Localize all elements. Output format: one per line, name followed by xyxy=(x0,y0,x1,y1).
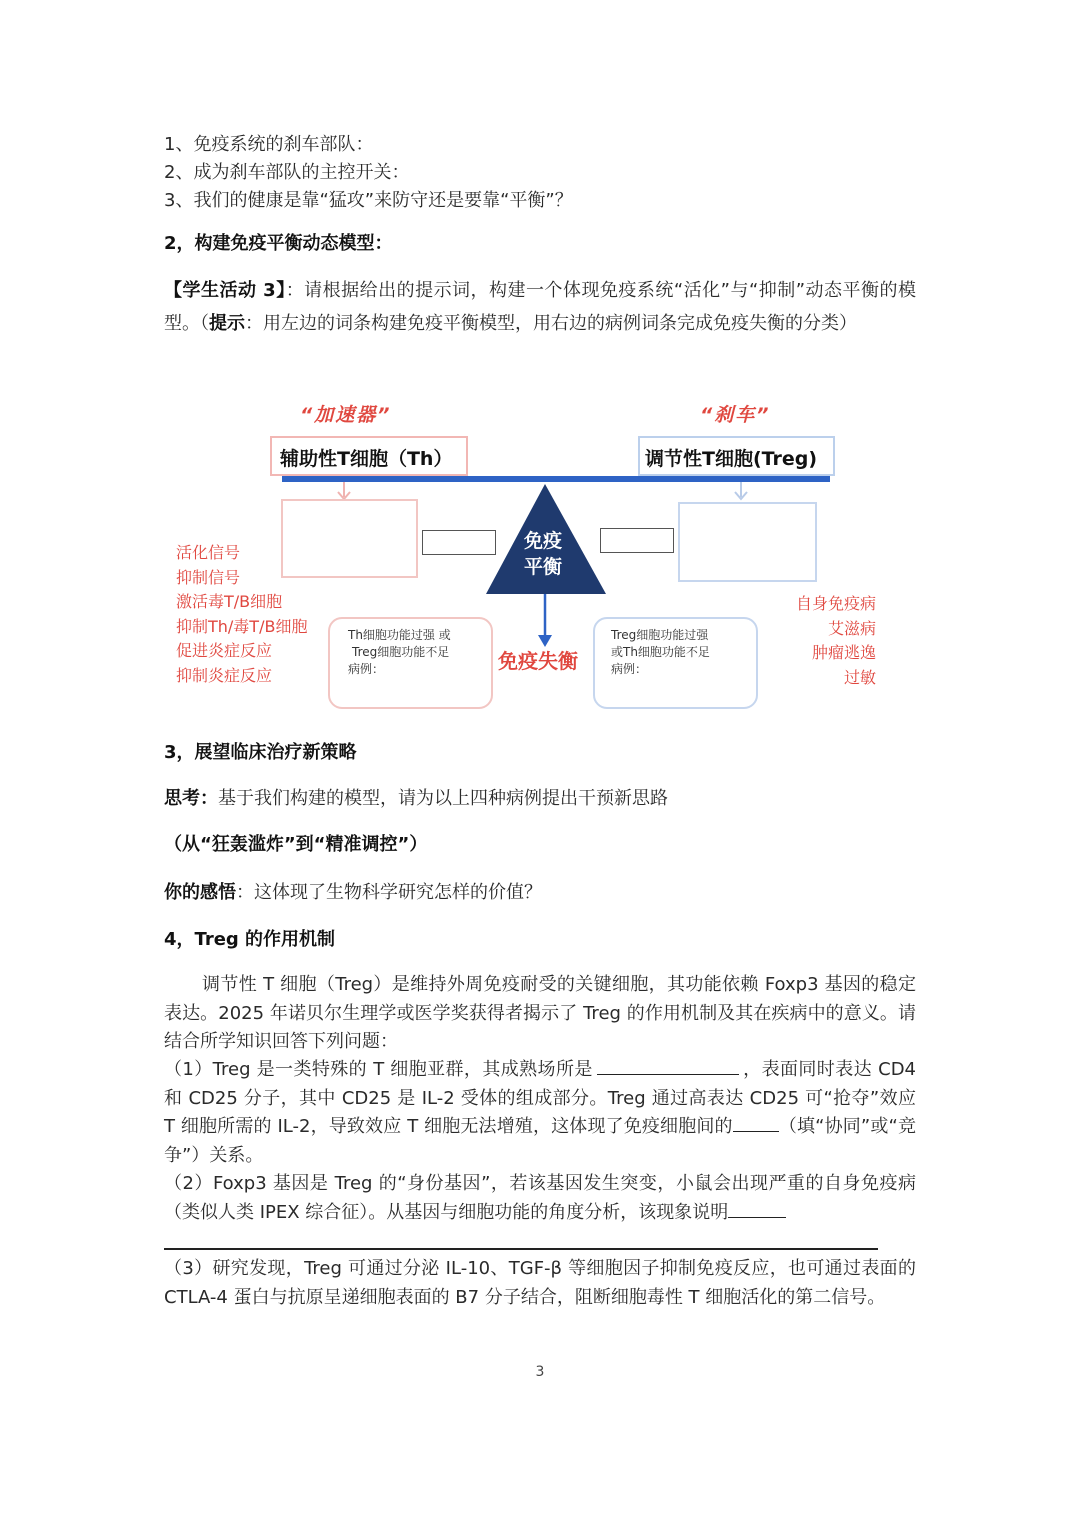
question-3: （3）研究发现，Treg 可通过分泌 IL-10、TGF-β 等细胞因子抑制免疫反应，也可通过表面的 CTLA-4 蛋白与抗原呈递细胞表面的 B7 分子结合，阻断细胞毒性 T 细胞活化的第二信号。 xyxy=(164,1258,916,1308)
q1-blank-2[interactable] xyxy=(733,1113,779,1132)
fulcrum-label-line2: 平衡 xyxy=(524,556,563,578)
left-connector-box[interactable] xyxy=(422,530,496,555)
left-term[interactable]: 抑制信号 xyxy=(176,567,241,587)
intro-item-3: 3、我们的健康是靠“猛攻”来防守还是要靠“平衡”？ xyxy=(164,190,573,211)
question-1 xyxy=(164,1056,916,1170)
section3-subtitle: （从“狂轰滥炸”到“精准调控”） xyxy=(164,834,428,855)
right-term[interactable]: 过敏 xyxy=(843,667,876,687)
fulcrum-label xyxy=(524,528,562,580)
left-case-line: Treg细胞功能不足 xyxy=(352,645,450,659)
immune-balance-diagram xyxy=(160,395,920,720)
right-connector-box[interactable] xyxy=(600,528,674,553)
treg-cell-box: 调节性T细胞(Treg) xyxy=(638,436,835,476)
q2-blank-line[interactable] xyxy=(164,1248,878,1250)
q1-blank-1[interactable] xyxy=(597,1056,739,1075)
left-term[interactable]: 抑制Th/毒T/B细胞 xyxy=(176,616,308,636)
hint-label: 提示 xyxy=(209,312,245,334)
accelerator-label: “加速器” xyxy=(300,404,392,426)
think-label: 思考： xyxy=(164,788,218,809)
q1-text-c: （填“协同”或“竞争”）关系。 xyxy=(164,1116,917,1166)
activity-paragraph xyxy=(164,275,916,340)
reflect-label: 你的感悟 xyxy=(164,882,236,903)
intro-item-2: 2、成为刹车部队的主控开关： xyxy=(164,162,410,183)
left-term[interactable]: 抑制炎症反应 xyxy=(176,665,273,685)
right-case-box[interactable] xyxy=(593,617,758,709)
right-term-list xyxy=(796,592,876,690)
right-case-line: 或Th细胞功能不足 xyxy=(611,645,710,659)
right-answer-box[interactable] xyxy=(678,502,817,582)
left-case-label: 病例： xyxy=(348,662,385,676)
right-term[interactable]: 肿瘤逃逸 xyxy=(811,643,876,662)
reflect-line xyxy=(164,879,542,907)
page-number: 3 xyxy=(535,1364,545,1380)
right-case-line: Treg细胞功能过强 xyxy=(611,628,709,642)
intro-item-1: 1、免疫系统的刹车部队： xyxy=(164,134,374,155)
question-2 xyxy=(164,1170,916,1227)
think-text: 基于我们构建的模型，请为以上四种病例提出干预新思路 xyxy=(218,788,668,809)
hint-text: ：用左边的词条构建免疫平衡模型，用右边的病例词条完成免疫失衡的分类） xyxy=(245,312,857,334)
left-term[interactable]: 激活毒T/B细胞 xyxy=(176,592,283,611)
th-cell-box: 辅助性T细胞（Th） xyxy=(270,436,468,476)
section4-heading: 4，Treg 的作用机制 xyxy=(164,929,336,950)
brake-label: “刹车” xyxy=(700,404,771,426)
balance-beam xyxy=(282,476,830,482)
right-term[interactable]: 艾滋病 xyxy=(827,618,876,638)
left-term[interactable]: 促进炎症反应 xyxy=(176,641,273,660)
section3-heading: 3，展望临床治疗新策略 xyxy=(164,742,357,763)
q1-text-b: ，表面同时表达 CD4 和 CD25 分子，其中 CD25 是 IL-2 受体的组成部分。Treg 通过高表达 CD25 可“抢夺”效应 T 细胞所需的 IL-2，导致效应 T 细胞无法增殖，这体现了免疫细胞间的 xyxy=(164,1059,917,1137)
left-case-line: Th细胞功能过强 或 xyxy=(348,628,451,642)
q2-blank-1[interactable] xyxy=(728,1199,786,1218)
section2-heading: 2，构建免疫平衡动态模型： xyxy=(164,233,393,254)
imbalance-label: 免疫失衡 xyxy=(498,649,578,673)
right-term[interactable]: 自身免疫病 xyxy=(795,594,876,613)
section4-intro: 调节性 T 细胞（Treg）是维持外周免疫耐受的关键细胞，其功能依赖 Foxp3 基因的稳定表达。2025 年诺贝尔生理学或医学奖获得者揭示了 Treg 的作用机制及其在疾病中的意义。请结合所学知识回答下列问题： xyxy=(164,974,916,1052)
q2-text: （2）Foxp3 基因是 Treg 的“身份基因”，若该基因发生突变，小鼠会出现严重的自身免疫病（类似人类 IPEX 综合征）。从基因与细胞功能的角度分析，该现象说明 xyxy=(164,1173,916,1223)
left-case-box[interactable] xyxy=(328,617,493,709)
reflect-text: ：这体现了生物科学研究怎样的价值？ xyxy=(236,882,542,903)
activity-text: ：请根据给出的提示词，构建一个体现免疫系统“活化”与“抑制”动态平衡的模型。（ xyxy=(164,280,916,334)
right-case-label: 病例： xyxy=(611,662,648,676)
q1-text-a: （1）Treg 是一类特殊的 T 细胞亚群，其成熟场所是 xyxy=(164,1059,593,1080)
activity-label: 【学生活动 3】 xyxy=(164,280,286,301)
fulcrum-label-line1: 免疫 xyxy=(524,530,563,552)
left-term-list xyxy=(176,541,307,688)
think-line xyxy=(164,785,668,813)
left-term[interactable]: 活化信号 xyxy=(176,543,241,562)
